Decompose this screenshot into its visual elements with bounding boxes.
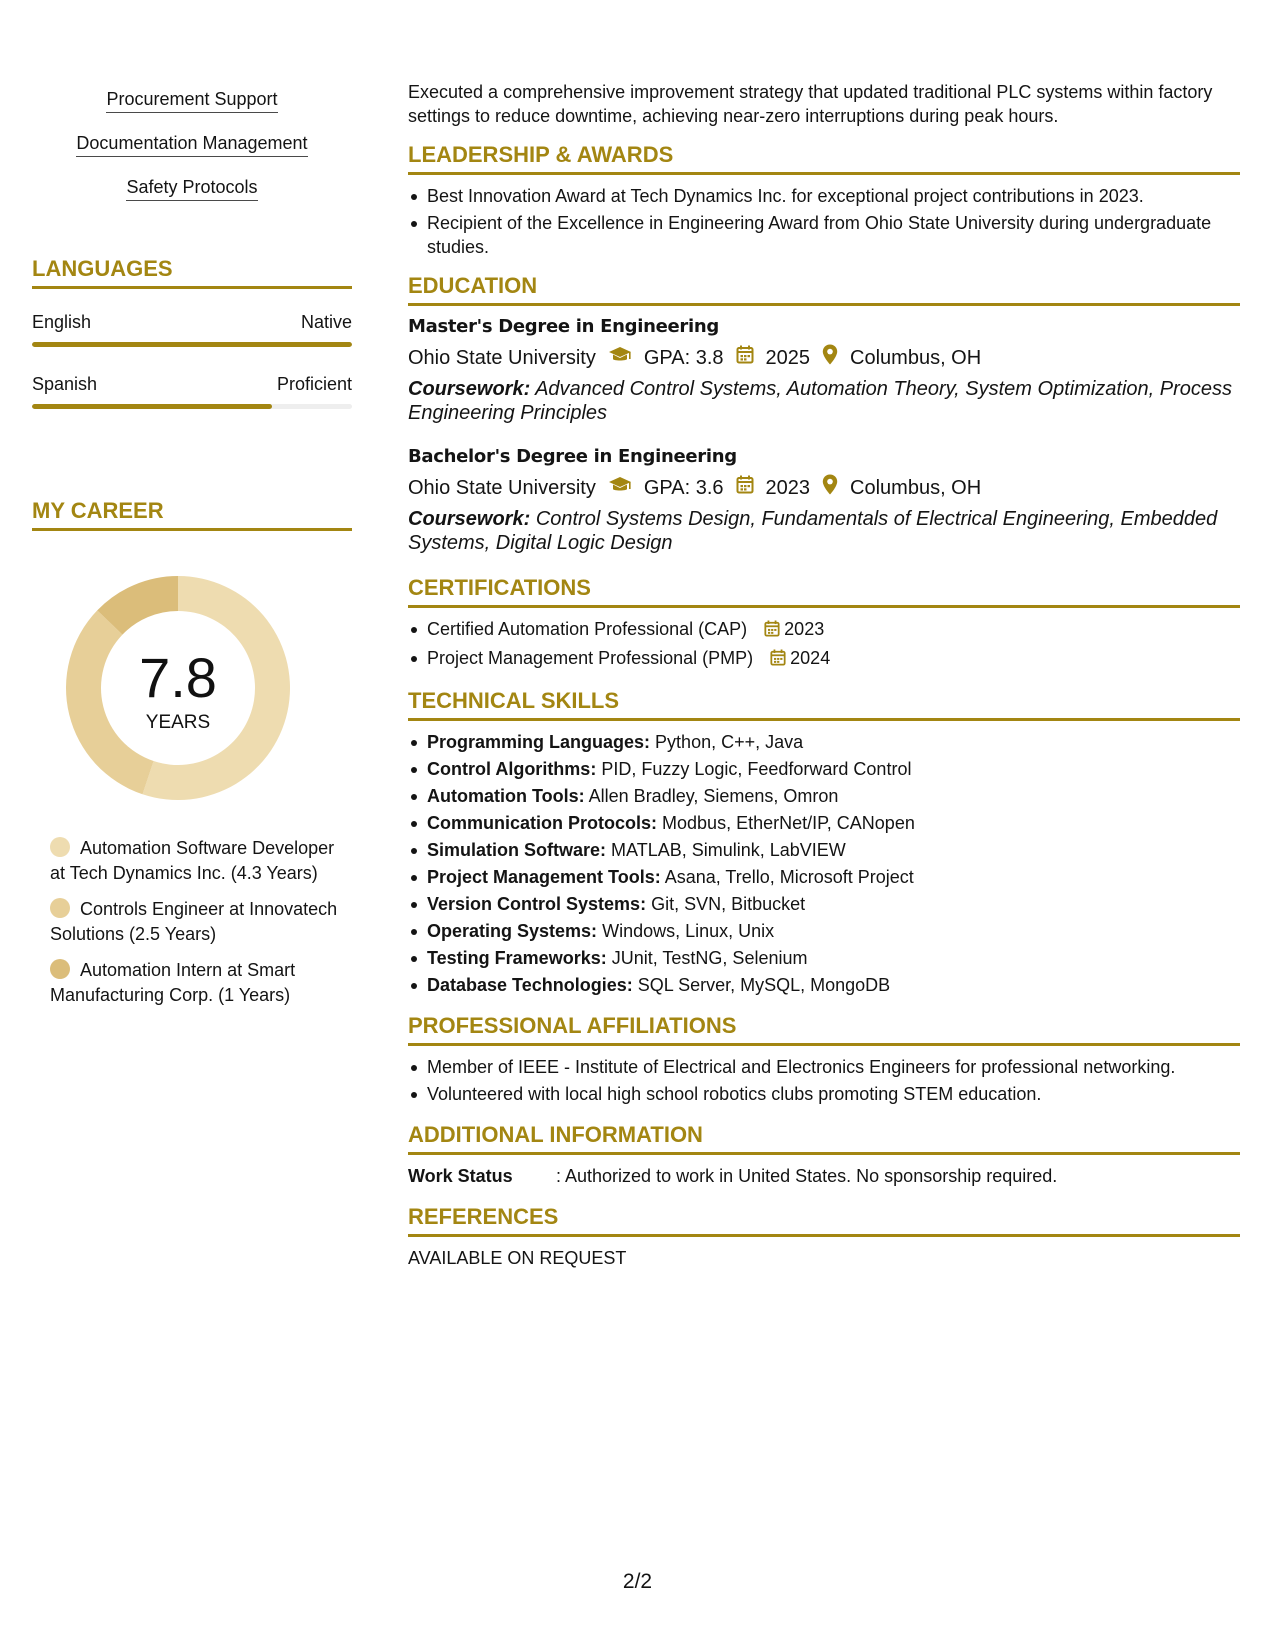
experience-intro-text: Executed a comprehensive improvement strategy that updated traditional PLC systems within factory settings to reduce downtime, achieving near-zero interruptions during peak hours. (408, 82, 1213, 126)
degree-name: Bachelor's Degree in Engineering (408, 446, 737, 467)
education-item (408, 445, 1240, 555)
career-section (32, 498, 352, 531)
skill-values: SQL Server, MySQL, MongoDB (637, 975, 891, 995)
career-legend (50, 836, 340, 1019)
language-level: Native (300, 312, 352, 332)
language-bar (32, 404, 352, 409)
location-pin-icon (822, 344, 838, 372)
skill-category: Programming Languages: (427, 732, 651, 752)
technical-skill-item (408, 919, 1240, 943)
technical-skill-item (408, 730, 1240, 754)
certification-year: 2024 (790, 648, 831, 668)
calendar-icon (736, 345, 754, 371)
coursework (408, 507, 1240, 555)
career-legend-item (50, 836, 340, 885)
skill-tags (32, 88, 352, 220)
skill-values: Asana, Trello, Microsoft Project (664, 867, 914, 887)
languages-title: LANGUAGES (32, 256, 352, 289)
certifications-title: CERTIFICATIONS (408, 575, 1240, 608)
technical-skill-item (408, 811, 1240, 835)
skill-category: Project Management Tools: (427, 867, 661, 887)
awards-title: LEADERSHIP & AWARDS (408, 142, 1240, 175)
skill-category: Database Technologies: (427, 975, 633, 995)
certification-year: 2023 (784, 619, 825, 639)
career-legend-label: Automation Software Developer at Tech Dynamics Inc. (4.3 Years) (50, 838, 335, 883)
gpa: GPA: 3.8 (643, 347, 724, 369)
calendar-icon (764, 619, 780, 643)
certification-name: Project Management Professional (PMP) (427, 648, 754, 668)
graduation-cap-icon (608, 475, 632, 501)
skill-values: PID, Fuzzy Logic, Feedforward Control (601, 759, 912, 779)
technical-skills-list (408, 730, 1240, 997)
page-number: 2/2 (622, 1570, 653, 1593)
school-name: Ohio State University (408, 347, 596, 369)
certification-name: Certified Automation Professional (CAP) (427, 619, 748, 639)
coursework (408, 377, 1240, 425)
career-unit: YEARS (145, 712, 211, 733)
coursework-list: Advanced Control Systems, Automation Theory, System Optimization, Process Engineering Principles (408, 378, 1233, 424)
school-location: Columbus, OH (850, 477, 982, 499)
gpa: GPA: 3.6 (643, 477, 724, 499)
graduation-year: 2023 (765, 477, 811, 499)
languages-section (32, 256, 352, 409)
career-donut-chart (66, 576, 290, 800)
calendar-icon (736, 475, 754, 501)
awards-section (408, 142, 1240, 259)
main-content (408, 80, 1240, 1270)
technical-skill-item (408, 973, 1240, 997)
award-item: Best Innovation Award at Tech Dynamics Inc. for exceptional project contributions in 2023. (408, 184, 1240, 208)
certification-item (408, 646, 1240, 672)
education-item (408, 315, 1240, 425)
skill-category: Communication Protocols: (427, 813, 658, 833)
work-status-value: : Authorized to work in United States. No sponsorship required. (556, 1166, 1058, 1186)
technical-skills-section (408, 688, 1240, 997)
technical-skill-item (408, 892, 1240, 916)
language-bar-fill (32, 342, 352, 347)
skill-values: Python, C++, Java (655, 732, 804, 752)
graduation-year: 2025 (765, 347, 811, 369)
skill-values: JUnit, TestNG, Selenium (611, 948, 808, 968)
affiliation-item: Volunteered with local high school robotics clubs promoting STEM education. (408, 1082, 1240, 1106)
technical-skill-item (408, 784, 1240, 808)
language-name: Spanish (32, 374, 98, 394)
skill-values: Windows, Linux, Unix (602, 921, 775, 941)
coursework-label: Coursework: (408, 378, 531, 400)
skill-values: Git, SVN, Bitbucket (651, 894, 806, 914)
location-pin-icon (822, 474, 838, 502)
technical-skills-title: TECHNICAL SKILLS (408, 688, 1240, 721)
skill-category: Control Algorithms: (427, 759, 597, 779)
career-legend-label: Controls Engineer at Innovatech Solutions (2.5 Years) (50, 899, 338, 944)
skill-category: Automation Tools: (427, 786, 585, 806)
career-legend-label: Automation Intern at Smart Manufacturing Corp. (1 Years) (50, 960, 296, 1005)
references-text: AVAILABLE ON REQUEST (408, 1248, 627, 1268)
career-legend-item (50, 897, 340, 946)
legend-dot (50, 959, 70, 979)
award-item: Recipient of the Excellence in Engineering Award from Ohio State University during undergraduate studies. (408, 211, 1240, 259)
language-name: English (32, 312, 92, 332)
skill-values: MATLAB, Simulink, LabVIEW (611, 840, 846, 860)
education-title: EDUCATION (408, 273, 1240, 306)
language-item (32, 373, 352, 409)
legend-dot (50, 898, 70, 918)
coursework-label: Coursework: (408, 508, 531, 530)
skill-category: Version Control Systems: (427, 894, 647, 914)
school-name: Ohio State University (408, 477, 596, 499)
affiliations-title: PROFESSIONAL AFFILIATIONS (408, 1013, 1240, 1046)
references-title: REFERENCES (408, 1204, 1240, 1237)
technical-skill-item (408, 838, 1240, 862)
education-section (408, 273, 1240, 555)
skill-tag: Safety Protocols (126, 176, 257, 201)
skill-category: Testing Frameworks: (427, 948, 607, 968)
skill-values: Modbus, EtherNet/IP, CANopen (662, 813, 915, 833)
skill-values: Allen Bradley, Siemens, Omron (588, 786, 839, 806)
certifications-section (408, 575, 1240, 672)
work-status-label: Work Status (408, 1166, 513, 1186)
career-title: MY CAREER (32, 498, 352, 531)
references-section (408, 1204, 1240, 1270)
career-total: 7.8 (139, 646, 217, 709)
language-item (32, 311, 352, 347)
skill-tag: Procurement Support (106, 88, 277, 113)
school-location: Columbus, OH (850, 347, 982, 369)
language-level: Proficient (276, 374, 352, 394)
legend-dot (50, 837, 70, 857)
language-bar (32, 342, 352, 347)
degree-name: Master's Degree in Engineering (408, 316, 719, 337)
affiliation-item: Member of IEEE - Institute of Electrical and Electronics Engineers for professional networking. (408, 1055, 1240, 1079)
calendar-icon (770, 648, 786, 672)
certification-item (408, 617, 1240, 643)
language-bar-fill (32, 404, 272, 409)
technical-skill-item (408, 946, 1240, 970)
career-legend-item (50, 958, 340, 1007)
skill-tag: Documentation Management (76, 132, 307, 157)
coursework-list: Control Systems Design, Fundamentals of Electrical Engineering, Embedded Systems, Digital Logic Design (408, 508, 1218, 554)
additional-info-section (408, 1122, 1240, 1188)
technical-skill-item (408, 757, 1240, 781)
skill-category: Operating Systems: (427, 921, 598, 941)
graduation-cap-icon (608, 345, 632, 371)
affiliations-section (408, 1013, 1240, 1106)
skill-category: Simulation Software: (427, 840, 607, 860)
additional-info-title: ADDITIONAL INFORMATION (408, 1122, 1240, 1155)
technical-skill-item (408, 865, 1240, 889)
